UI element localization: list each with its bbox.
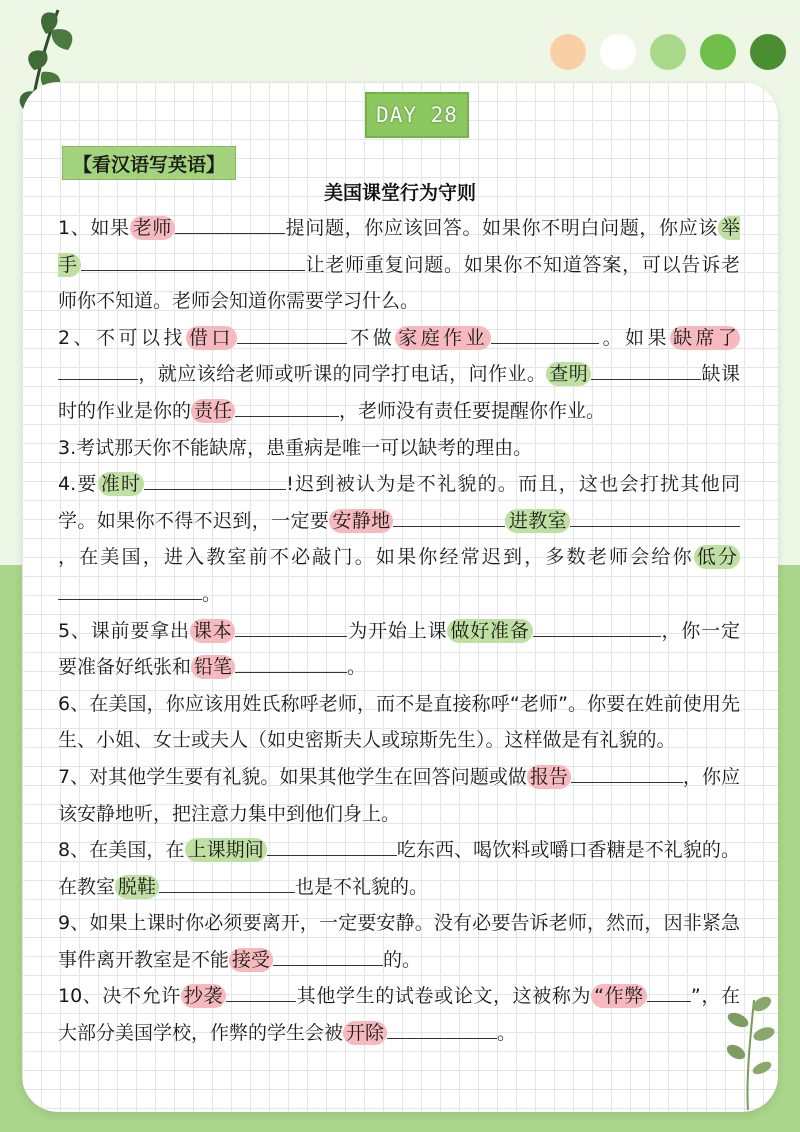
answer-blank[interactable] <box>647 984 691 1002</box>
paragraph-text: 缺课时的作业是你的 <box>58 363 740 422</box>
highlighted-term: 抄袭 <box>181 984 226 1008</box>
highlighted-term: 开除 <box>343 1021 387 1045</box>
paragraph-text: 5、课前要拿出 <box>58 619 190 642</box>
paragraph-text: 。 <box>497 1022 517 1045</box>
paragraph-text: 为开始上课 <box>347 619 448 642</box>
highlighted-term: 准时 <box>98 472 145 496</box>
document-title: 美国课堂行为守则 <box>323 182 476 204</box>
answer-blank[interactable] <box>533 618 661 636</box>
dot-dark-green <box>750 34 786 70</box>
day-badge: DAY 28 <box>365 92 469 138</box>
paragraph-text: 9、如果上课时你必须要离开，一定要安静。没有必要告诉老师，然而，因非紧急事件离开教室是不能 <box>58 912 740 971</box>
highlighted-term: 接受 <box>229 948 273 972</box>
rule-paragraph <box>58 320 740 430</box>
answer-blank[interactable] <box>393 509 505 527</box>
paragraph-text: 。 <box>347 656 367 679</box>
highlighted-term: 脱鞋 <box>115 875 159 899</box>
paragraph-text: ，老师没有责任要提醒你作业。 <box>339 399 606 422</box>
answer-blank[interactable] <box>144 472 286 490</box>
highlighted-term: 借口 <box>186 326 237 350</box>
paragraph-text: 6、在美国，你应该用姓氏称呼老师，而不是直接称呼“老师”。你要在姓前使用先生、小姐、女士或夫人（如史密斯夫人或琼斯先生）。这样做是有礼貌的。 <box>58 692 740 752</box>
answer-blank[interactable] <box>235 618 347 636</box>
highlighted-term: 举手 <box>58 217 740 276</box>
answer-blank[interactable] <box>159 875 295 893</box>
answer-blank[interactable] <box>491 326 599 344</box>
paragraph-text: 1、如果 <box>58 217 130 239</box>
paragraph-text: 。 <box>202 582 222 605</box>
answer-blank[interactable] <box>273 948 383 966</box>
highlighted-term: 上课期间 <box>185 838 267 862</box>
rule-paragraph <box>58 832 740 905</box>
paragraph-text: 的。 <box>383 948 422 971</box>
paragraph-text: 其他学生的试卷或论文，这被称为 <box>296 985 592 1008</box>
answer-blank[interactable] <box>235 399 339 417</box>
highlighted-term: 家庭作业 <box>395 326 491 350</box>
paragraph-text: 吃东西、喝饮料或嚼口香糖是不礼貌的。在教室 <box>58 839 740 898</box>
highlighted-term: 缺席了 <box>670 326 740 350</box>
paragraph-text: ，就应该给老师或听课的同学打电话，问作业。 <box>138 363 547 386</box>
rule-paragraph <box>58 210 740 320</box>
paragraph-text: 3.考试那天你不能缺席，患重病是唯一可以缺考的理由。 <box>58 436 533 459</box>
answer-blank[interactable] <box>226 984 296 1002</box>
paragraph-text: !迟到被认为是不礼貌的。而且，这也会打扰其他同学。如果你不得不迟到，一定要 <box>58 473 740 532</box>
paragraph-text: ，在美国，进入教室前不必敲门。如果你经常迟到，多数老师会给你 <box>58 546 694 569</box>
answer-blank[interactable] <box>235 655 347 673</box>
answer-blank[interactable] <box>175 216 285 234</box>
highlighted-term: 低分 <box>694 545 740 569</box>
dot-white <box>600 34 636 70</box>
answer-blank[interactable] <box>237 326 347 344</box>
answer-blank[interactable] <box>58 582 202 600</box>
highlighted-term: 课本 <box>190 619 236 643</box>
paragraph-text: 10、决不允许 <box>58 985 181 1008</box>
rule-paragraph <box>58 613 740 686</box>
paragraph-text: 4.要 <box>58 473 98 496</box>
rule-paragraph <box>58 978 740 1051</box>
rule-paragraph <box>58 466 740 612</box>
dot-peach <box>550 34 586 70</box>
paragraph-text: 8、在美国，在 <box>58 839 185 862</box>
highlighted-term: 铅笔 <box>191 655 235 679</box>
paragraph-text: 也是不礼貌的。 <box>295 875 429 898</box>
paragraph-text: ”，在大部分美国学校，作弊的学生会被 <box>58 985 740 1045</box>
answer-blank[interactable] <box>570 509 740 527</box>
rule-paragraph <box>58 430 740 467</box>
answer-blank[interactable] <box>267 838 397 856</box>
highlighted-term: “作弊 <box>591 984 647 1008</box>
paragraph-text: 让老师重复问题。如果你不知道答案，可以告诉老师你不知道。老师会知道你需要学习什么。 <box>58 253 740 313</box>
paragraph-text: 2、不可以找 <box>58 326 186 349</box>
dot-light-green <box>650 34 686 70</box>
answer-blank[interactable] <box>591 362 701 380</box>
highlighted-term: 报告 <box>527 765 571 789</box>
section-tag: 【看汉语写英语】 <box>62 146 236 180</box>
paragraph-text: ，你应该安静地听，把注意力集中到他们身上。 <box>58 765 740 825</box>
highlighted-term: 查明 <box>546 362 591 386</box>
highlighted-term: 责任 <box>191 399 235 423</box>
rule-paragraph <box>58 759 740 832</box>
rule-paragraph <box>58 686 740 759</box>
dot-green <box>700 34 736 70</box>
highlighted-term: 老师 <box>130 216 175 240</box>
paragraph-text: 。如果 <box>599 326 670 349</box>
highlighted-term: 进教室 <box>505 509 570 533</box>
answer-blank[interactable] <box>387 1021 497 1039</box>
highlighted-term: 做好准备 <box>447 619 532 643</box>
rule-paragraph <box>58 905 740 978</box>
highlighted-term: 安静地 <box>329 509 393 533</box>
answer-blank[interactable] <box>571 765 683 783</box>
answer-blank[interactable] <box>58 362 138 380</box>
paragraph-text: ，你一定要准备好纸张和 <box>58 619 740 679</box>
document-body <box>58 210 740 1052</box>
answer-blank[interactable] <box>81 253 305 271</box>
paragraph-text: 提问题，你应该回答。如果你不明白问题，你应该 <box>285 217 718 239</box>
decorative-dots <box>550 34 786 70</box>
paragraph-text: 7、对其他学生要有礼貌。如果其他学生在回答问题或做 <box>58 765 527 788</box>
paragraph-text: 不做 <box>346 326 396 349</box>
